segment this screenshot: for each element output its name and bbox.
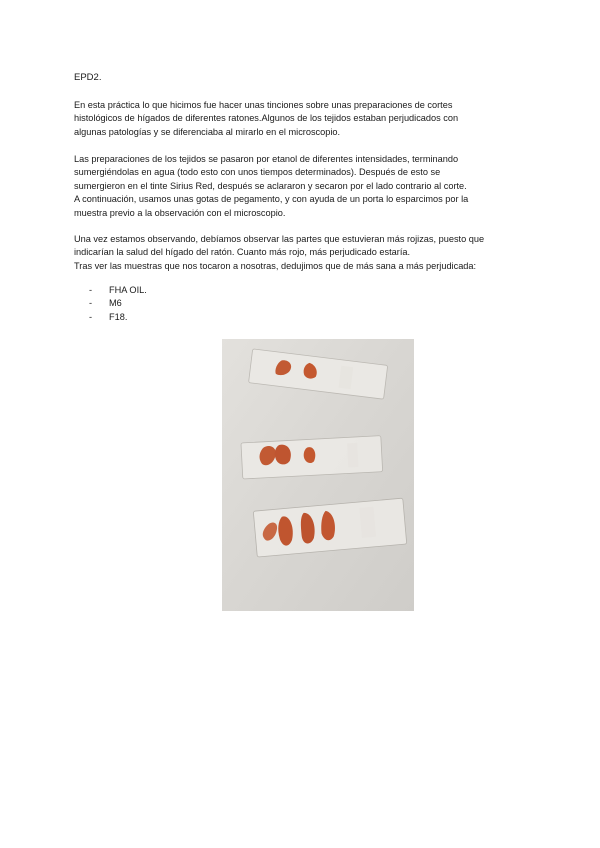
text-line: sumergiéndolas en agua (todo esto con unos tiempos determinados). Después de esto se <box>74 167 441 178</box>
paragraph-intro <box>74 99 534 139</box>
text-line: A continuación, usamos unas gotas de pegamento, y con ayuda de un porta lo esparcimos por la <box>74 194 469 205</box>
list-bullet: - <box>89 285 93 295</box>
text-line: Tras ver las muestras que nos tocaron a nosotras, dedujimos que de más sana a más perjudicada: <box>74 260 477 271</box>
list-item <box>89 311 147 324</box>
text-line: indicarían la salud del hígado del ratón. Cuanto más rojo, más perjudicado estaría. <box>74 247 411 258</box>
results-list <box>89 284 147 324</box>
text-line: histológicos de hígados de diferentes ratones.Algunos de los tejidos estaban perjudicados con <box>74 113 459 124</box>
paragraph-procedure <box>74 153 534 220</box>
text-line: sumergieron en el tinte Sirius Red, después se aclararon y secaron por el lado contrario al corte. <box>74 180 467 191</box>
list-item-text: F18. <box>109 311 128 322</box>
text-line: algunas patologías y se diferenciaba al mirarlo en el microscopio. <box>74 126 341 137</box>
document-title: EPD2. <box>74 72 102 83</box>
text-line: En esta práctica lo que hicimos fue hacer unas tinciones sobre unas preparaciones de cortes <box>74 100 453 110</box>
microscope-slides-photo <box>222 339 414 611</box>
list-item-text: M6 <box>109 298 122 309</box>
paragraph-observation <box>74 233 534 273</box>
slide-2 <box>241 436 383 479</box>
list-item-text: FHA OIL. <box>109 285 147 295</box>
list-item <box>89 284 147 297</box>
list-item <box>89 297 147 310</box>
text-line: muestra previo a la observación con el microscopio. <box>74 207 286 218</box>
list-bullet: - <box>89 311 93 322</box>
list-bullet: - <box>89 298 93 309</box>
text-line: Las preparaciones de los tejidos se pasaron por etanol de diferentes intensidades, terminando <box>74 154 459 164</box>
text-line: Una vez estamos observando, debíamos observar las partes que estuvieran más rojizas, puesto que <box>74 234 485 244</box>
